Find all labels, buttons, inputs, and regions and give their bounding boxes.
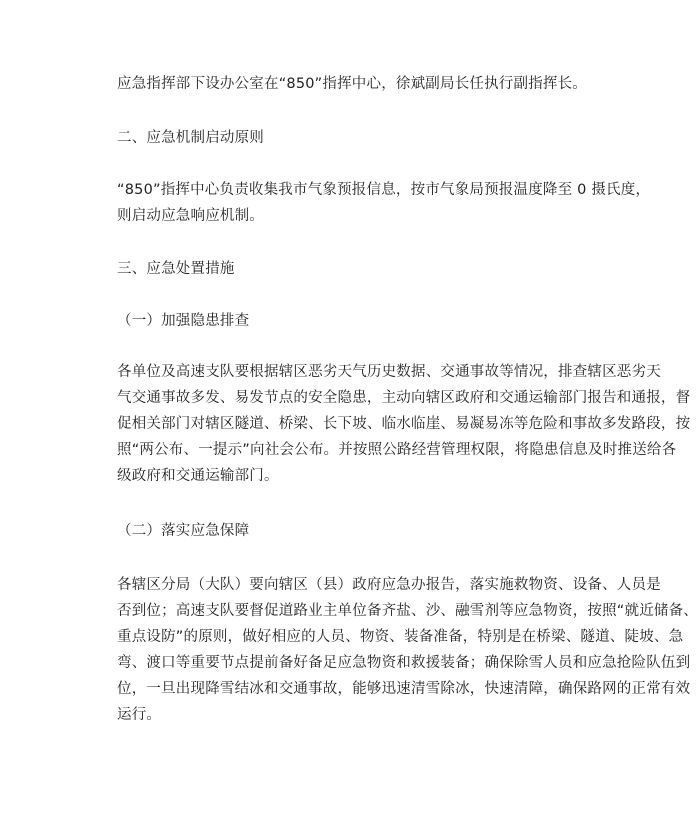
heading-section-2: 二、应急机制启动原则: [117, 130, 264, 146]
heading-subsection-1: （一）加强隐患排查: [117, 313, 250, 329]
paragraph-support-line-6: 运行。: [117, 707, 162, 723]
paragraph-hazard-line-2: 气交通事故多发、易发节点的安全隐患，主动向辖区政府和交通运输部门报告和通报，督: [117, 390, 691, 406]
paragraph-hazard-line-4: 照“两公布、一提示”向社会公布。并按照公路经营管理权限，将隐患信息及时推送给各: [117, 442, 677, 458]
paragraph-support-line-1: 各辖区分局（大队）要向辖区（县）政府应急办报告，落实施救物资、设备、人员是: [117, 577, 661, 593]
paragraph-hazard-line-1: 各单位及高速支队要根据辖区恶劣天气历史数据、交通事故等情况，排查辖区恶劣天: [117, 364, 661, 380]
paragraph-office: 应急指挥部下设办公室在“850”指挥中心，徐斌副局长任执行副指挥长。: [117, 76, 587, 92]
paragraph-hazard-line-5: 级政府和交通运输部门。: [117, 468, 279, 484]
paragraph-support-line-2: 否到位；高速支队要督促道路业主单位备齐盐、沙、融雪剂等应急物资，按照“就近储备、: [117, 603, 699, 619]
paragraph-hazard-line-3: 促相关部门对辖区隧道、桥梁、长下坡、临水临崖、易凝易冻等危险和事故多发路段，按: [117, 416, 691, 432]
heading-subsection-2: （二）落实应急保障: [117, 523, 250, 539]
paragraph-trigger-line-2: 则启动应急响应机制。: [117, 208, 264, 224]
paragraph-support-line-4: 弯、渡口等重要节点提前备好备足应急物资和救援装备；确保除雪人员和应急抢险队伍到: [117, 655, 691, 671]
paragraph-support-line-3: 重点设防”的原则，做好相应的人员、物资、装备准备，特别是在桥梁、隧道、陡坡、急: [117, 629, 684, 645]
heading-section-3: 三、应急处置措施: [117, 261, 235, 277]
paragraph-trigger-line-1: “850”指挥中心负责收集我市气象预报信息，按市气象局预报温度降至 0 摄氏度，: [117, 182, 651, 198]
paragraph-support-line-5: 位，一旦出现降雪结冰和交通事故，能够迅速清雪除冰，快速清障，确保路网的正常有效: [117, 681, 691, 697]
